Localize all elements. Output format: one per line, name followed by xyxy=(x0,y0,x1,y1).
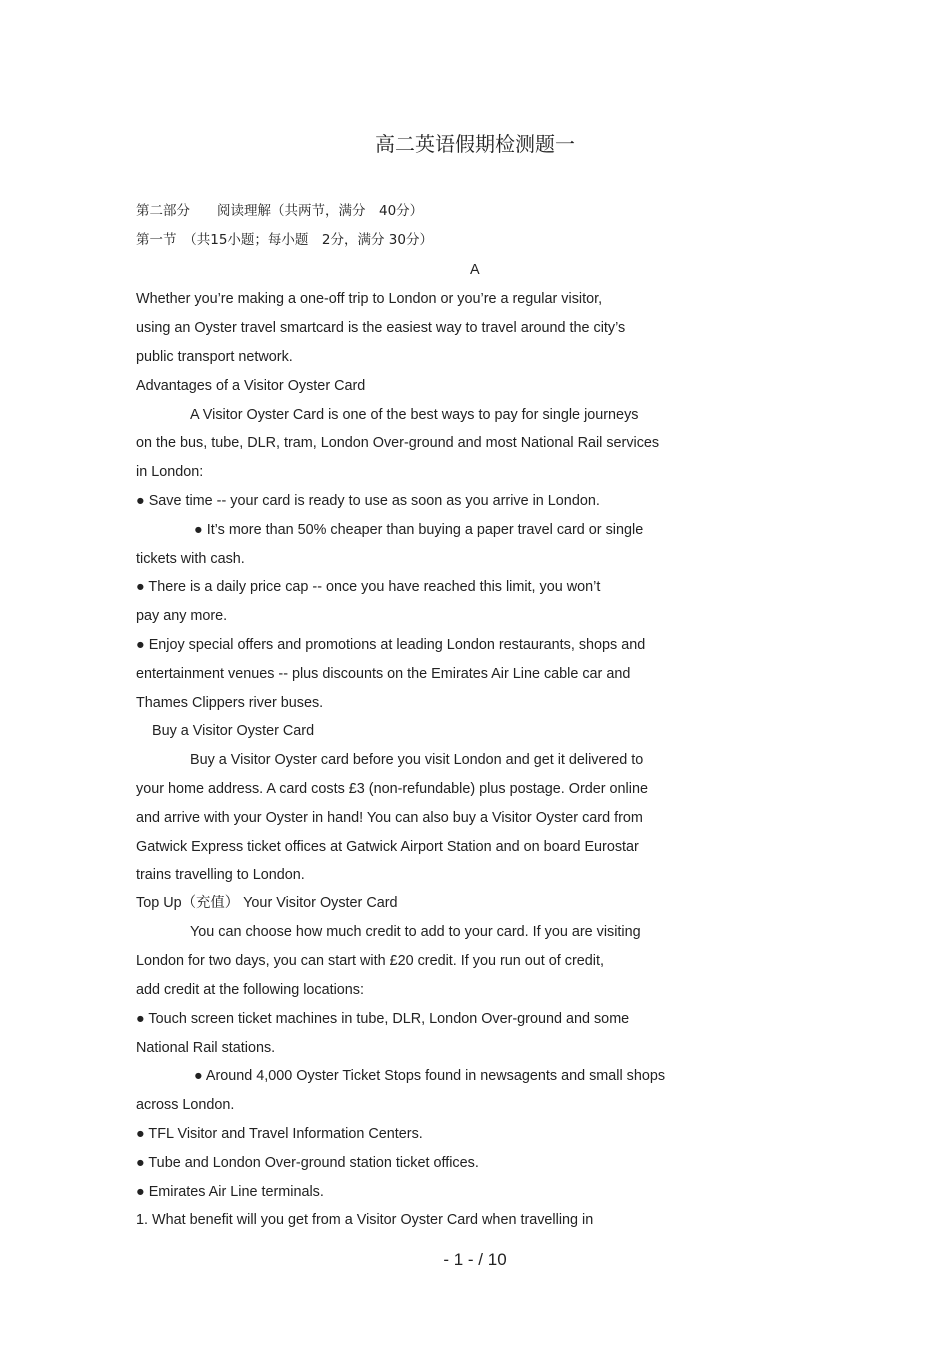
intro-line: using an Oyster travel smartcard is the easiest way to travel around the city’s xyxy=(136,320,626,336)
topup-bullet: ● Emirates Air Line terminals. xyxy=(136,1184,324,1200)
advantage-bullet: ● There is a daily price cap -- once you have reached this limit, you won’t xyxy=(136,579,601,595)
topup-paragraph-line: You can choose how much credit to add to your card. If you are visiting xyxy=(190,924,641,940)
advantage-bullet: ● Enjoy special offers and promotions at leading London restaurants, shops and xyxy=(136,637,646,653)
section-header: 第二部分 阅读理解（共两节，满分 40分） xyxy=(136,203,424,219)
buy-paragraph-line: your home address. A card costs £3 (non-refundable) plus postage. Order online xyxy=(136,781,648,797)
buy-paragraph-line: trains travelling to London. xyxy=(136,867,305,883)
advantage-bullet-cont: entertainment venues -- plus discounts on the Emirates Air Line cable car and xyxy=(136,666,631,682)
advantages-paragraph-line: on the bus, tube, DLR, tram, London Over-ground and most National Rail services xyxy=(136,435,660,451)
heading-topup: Top Up（充值） Your Visitor Oyster Card xyxy=(136,895,398,911)
advantage-bullet: ● It’s more than 50% cheaper than buying a paper travel card or single xyxy=(194,522,644,538)
topup-bullet: ● Touch screen ticket machines in tube, DLR, London Over-ground and some xyxy=(136,1011,630,1027)
topup-bullet: ● Tube and London Over-ground station ticket offices. xyxy=(136,1155,479,1171)
advantage-bullet-cont: tickets with cash. xyxy=(136,551,245,567)
buy-paragraph-line: Gatwick Express ticket offices at Gatwick Airport Station and on board Eurostar xyxy=(136,839,639,855)
passage-letter: A xyxy=(470,262,480,278)
topup-bullet-cont: National Rail stations. xyxy=(136,1040,276,1056)
heading-advantages: Advantages of a Visitor Oyster Card xyxy=(136,378,366,394)
page-title: 高二英语假期检测题一 xyxy=(375,132,575,156)
topup-paragraph-line: add credit at the following locations: xyxy=(136,982,364,998)
advantages-paragraph-line: in London: xyxy=(136,464,204,480)
buy-paragraph-line: Buy a Visitor Oyster card before you visit London and get it delivered to xyxy=(190,752,644,768)
topup-bullet-cont: across London. xyxy=(136,1097,235,1113)
advantage-bullet-cont: pay any more. xyxy=(136,608,228,624)
topup-bullet: ● TFL Visitor and Travel Information Centers. xyxy=(136,1126,423,1142)
intro-line: Whether you’re making a one-off trip to London or you’re a regular visitor, xyxy=(136,291,603,307)
question-1: 1. What benefit will you get from a Visitor Oyster Card when travelling in xyxy=(136,1212,594,1228)
buy-paragraph-line: and arrive with your Oyster in hand! You can also buy a Visitor Oyster card from xyxy=(136,810,643,826)
heading-buy: Buy a Visitor Oyster Card xyxy=(152,723,315,739)
advantage-bullet-cont: Thames Clippers river buses. xyxy=(136,695,324,711)
advantage-bullet: ● Save time -- your card is ready to use as soon as you arrive in London. xyxy=(136,493,600,509)
topup-paragraph-line: London for two days, you can start with £20 credit. If you run out of credit, xyxy=(136,953,604,969)
subsection-header: 第一节 （共15小题；每小题 2分，满分 30分） xyxy=(136,232,433,248)
intro-line: public transport network. xyxy=(136,349,293,365)
page-number: - 1 - / 10 xyxy=(443,1250,507,1269)
advantages-paragraph-line: A Visitor Oyster Card is one of the best ways to pay for single journeys xyxy=(190,407,639,423)
topup-bullet: ● Around 4,000 Oyster Ticket Stops found in newsagents and small shops xyxy=(194,1068,666,1084)
